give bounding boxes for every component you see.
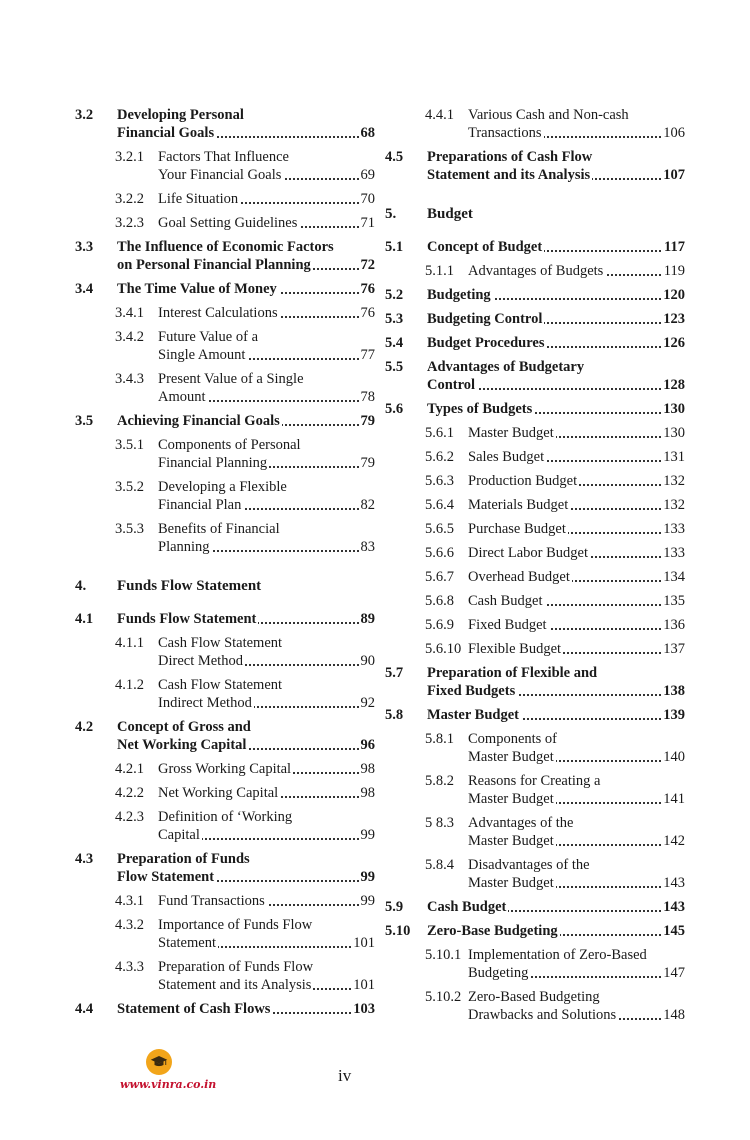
toc-entry-number: 5.5 xyxy=(385,359,404,375)
toc-entry-title: Importance of Funds Flow xyxy=(158,917,313,933)
toc-entry-title: Developing a Flexible xyxy=(158,479,287,495)
toc-entry-title: Developing Personal xyxy=(117,107,244,123)
toc-page-number: 130 xyxy=(663,425,685,441)
toc-entry-title: Zero-Based Budgeting xyxy=(468,989,600,1005)
toc-entry-number: 3.4.3 xyxy=(115,371,144,387)
toc-entry-number: 5.1.1 xyxy=(425,263,454,279)
toc-entry-title: Present Value of a Single xyxy=(158,371,304,387)
toc-entry-title: Indirect Method xyxy=(158,695,252,711)
toc-page-number: 143 xyxy=(663,899,685,915)
toc-entry-title: Cash Flow Statement xyxy=(158,677,283,693)
toc-entry-number: 5.9 xyxy=(385,899,404,915)
toc-page-number: 131 xyxy=(663,449,685,465)
toc-page-number: 76 xyxy=(360,305,375,321)
toc-entry-title: Achieving Financial Goals xyxy=(117,413,280,429)
toc-page-number: 103 xyxy=(353,1001,375,1017)
toc-page-number: 138 xyxy=(663,683,685,699)
toc-entry-title: Advantages of Budgetary xyxy=(427,359,585,375)
toc-entry-title: Benefits of Financial xyxy=(158,521,280,537)
toc-entry-number: 5.6.8 xyxy=(425,593,454,609)
toc-page-number: 132 xyxy=(663,497,685,513)
toc-entry-title: Cash Budget xyxy=(427,899,507,915)
toc-page-number: 79 xyxy=(360,455,375,471)
toc-page-number: 130 xyxy=(663,401,685,417)
toc-entry-title: Preparation of Funds Flow xyxy=(158,959,314,975)
toc-entry-title: Planning xyxy=(158,539,210,555)
toc-entry-number: 3.2.2 xyxy=(115,191,144,207)
toc-entry-title: Life Situation xyxy=(158,191,239,207)
publisher-website[interactable]: www.vinra.co.in xyxy=(120,1078,217,1091)
toc-entry-number: 5.8.1 xyxy=(425,731,454,747)
toc-entry-title: Budgeting xyxy=(468,965,529,981)
toc-page-number: 92 xyxy=(360,695,375,711)
toc-entry-title: Master Budget xyxy=(468,833,554,849)
toc-entry-number: 5. xyxy=(385,206,397,222)
toc-entry-number: 3.5.1 xyxy=(115,437,144,453)
toc-entry-number: 4.2.1 xyxy=(115,761,144,777)
toc-entry-title: Your Financial Goals xyxy=(158,167,282,183)
toc-entry-title: Funds Flow Statement xyxy=(117,611,257,627)
toc-entry-title: Types of Budgets xyxy=(427,401,533,417)
toc-page-number: 71 xyxy=(360,215,375,231)
toc-entry-title: on Personal Financial Planning xyxy=(117,257,311,273)
toc-entry-number: 4.5 xyxy=(385,149,404,165)
toc-page-number: 107 xyxy=(663,167,685,183)
toc-entry-title: Various Cash and Non-cash xyxy=(468,107,629,123)
toc-entry-number: 4.1.2 xyxy=(115,677,144,693)
toc-entry-title: Financial Goals xyxy=(117,125,215,141)
toc-page-number: 79 xyxy=(360,413,375,429)
toc-page-number: 106 xyxy=(663,125,685,141)
toc-entry-title: Cash Flow Statement xyxy=(158,635,283,651)
toc-entry-title: Financial Plan xyxy=(158,497,242,513)
toc-page-number: 140 xyxy=(663,749,685,765)
toc-entry-title: Future Value of a xyxy=(158,329,258,345)
toc-entry-title: Components of xyxy=(468,731,558,747)
toc-entry-title: Budget Procedures xyxy=(427,335,545,351)
toc-page-number: 101 xyxy=(353,977,375,993)
toc-entry-number: 3.3 xyxy=(75,239,94,255)
toc-entry-title: The Time Value of Money xyxy=(117,281,277,297)
toc-entry-number: 5.8.2 xyxy=(425,773,454,789)
toc-page-number: 69 xyxy=(360,167,375,183)
toc-page-number: 76 xyxy=(360,281,375,297)
toc-page-number: 78 xyxy=(360,389,375,405)
toc-entry-number: 5.6 xyxy=(385,401,404,417)
toc-entry-title: Statement and its Analysis xyxy=(427,167,591,183)
toc-page-number: 133 xyxy=(663,545,685,561)
toc-entry-title: Components of Personal xyxy=(158,437,301,453)
toc-entry-number: 5.8 xyxy=(385,707,404,723)
toc-entry-number: 5.3 xyxy=(385,311,404,327)
toc-entry-number: 4.2.2 xyxy=(115,785,144,801)
toc-entry-title: Budget xyxy=(427,206,473,222)
toc-entry-title: Amount xyxy=(158,389,206,405)
toc-page-number: 96 xyxy=(360,737,375,753)
toc-page-number: 139 xyxy=(663,707,685,723)
toc-entry-number: 5.6.9 xyxy=(425,617,454,633)
toc-page-number: 117 xyxy=(664,239,685,255)
toc-entry-number: 5.6.6 xyxy=(425,545,454,561)
toc-entry-title: Advantages of the xyxy=(468,815,574,831)
toc-page-number: 77 xyxy=(360,347,375,363)
toc-page-number: 137 xyxy=(663,641,685,657)
toc-page-number: 133 xyxy=(663,521,685,537)
toc-page-number: 101 xyxy=(353,935,375,951)
toc-entry-title: Purchase Budget xyxy=(468,521,566,537)
toc-page-number: 83 xyxy=(360,539,375,555)
toc-entry-title: Concept of Gross and xyxy=(117,719,251,735)
graduation-cap-icon xyxy=(150,1053,168,1071)
toc-entry-number: 3.2 xyxy=(75,107,94,123)
toc-entry-number: 3.5.3 xyxy=(115,521,144,537)
toc-entry-title: Zero-Base Budgeting xyxy=(427,923,558,939)
toc-entry-title: Goal Setting Guidelines xyxy=(158,215,298,231)
toc-entry-number: 5.8.4 xyxy=(425,857,454,873)
toc-page-number: 134 xyxy=(663,569,685,585)
toc-page-number: 89 xyxy=(360,611,375,627)
toc-entry-title: Financial Planning xyxy=(158,455,268,471)
toc-entry-number: 5.6.7 xyxy=(425,569,454,585)
toc-entry-number: 4.4 xyxy=(75,1001,94,1017)
toc-entry-title: Direct Labor Budget xyxy=(468,545,588,561)
toc-entry-title: Flexible Budget xyxy=(468,641,562,657)
toc-entry-number: 5.7 xyxy=(385,665,404,681)
toc-entry-title: Master Budget xyxy=(468,791,554,807)
toc-page-number: 99 xyxy=(360,827,375,843)
toc-page-number: 120 xyxy=(663,287,685,303)
toc-page-number: 126 xyxy=(663,335,685,351)
toc-entry-title: Fixed Budgets xyxy=(427,683,516,699)
toc-entry-title: Statement of Cash Flows xyxy=(117,1001,271,1017)
toc-page-number: 119 xyxy=(663,263,685,279)
toc-entry-number: 5.6.3 xyxy=(425,473,454,489)
toc-entry-number: 5.10.2 xyxy=(425,989,462,1005)
toc-entry-title: Transactions xyxy=(468,125,542,141)
toc-entry-title: Preparation of Flexible and xyxy=(427,665,598,681)
toc-entry-title: Control xyxy=(427,377,476,393)
toc-page-number: 141 xyxy=(663,791,685,807)
toc-entry-number: 3.4.1 xyxy=(115,305,144,321)
toc-entry-number: 4.4.1 xyxy=(425,107,454,123)
toc-entry-title: Production Budget xyxy=(468,473,578,489)
toc-page-number: 90 xyxy=(360,653,375,669)
toc-entry-number: 5.6.1 xyxy=(425,425,454,441)
toc-page-number: 70 xyxy=(360,191,375,207)
toc-entry-title: Budgeting Control xyxy=(427,311,543,327)
toc-entry-number: 5 8.3 xyxy=(425,815,454,831)
toc-entry-number: 3.2.3 xyxy=(115,215,144,231)
toc-entry-title: Definition of ‘Working xyxy=(158,809,293,825)
toc-page-number: 143 xyxy=(663,875,685,891)
toc-entry-title: Preparation of Funds xyxy=(117,851,250,867)
toc-entry-title: Implementation of Zero-Based xyxy=(468,947,647,963)
toc-page-number: 128 xyxy=(663,377,685,393)
toc-page-number: 98 xyxy=(360,785,375,801)
toc-page-number: 142 xyxy=(663,833,685,849)
toc-entry-number: 3.4 xyxy=(75,281,94,297)
toc-entry-number: 4.1 xyxy=(75,611,94,627)
toc-page-number: 145 xyxy=(663,923,685,939)
toc-entry-title: Capital xyxy=(158,827,200,843)
toc-page-number: 123 xyxy=(663,311,685,327)
toc-page-number: 147 xyxy=(663,965,685,981)
toc-entry-title: The Influence of Economic Factors xyxy=(117,239,334,255)
toc-entry-title: Master Budget xyxy=(468,875,554,891)
toc-entry-title: Master Budget xyxy=(468,425,554,441)
toc-page-number: 136 xyxy=(663,617,685,633)
toc-entry-title: Funds Flow Statement xyxy=(117,578,262,594)
toc-entry-number: 5.6.2 xyxy=(425,449,454,465)
toc-entry-number: 4.2.3 xyxy=(115,809,144,825)
toc-page-number: 82 xyxy=(360,497,375,513)
toc-entry-number: 3.5.2 xyxy=(115,479,144,495)
toc-entry-number: 4.3.3 xyxy=(115,959,144,975)
publisher-logo xyxy=(146,1049,172,1075)
toc-page-number: 72 xyxy=(360,257,375,273)
toc-entry-number: 5.10.1 xyxy=(425,947,462,963)
toc-entry-title: Fund Transactions xyxy=(158,893,265,909)
toc-entry-title: Drawbacks and Solutions xyxy=(468,1007,617,1023)
toc-entry-title: Concept of Budget xyxy=(427,239,543,255)
toc-entry-number: 4.3.2 xyxy=(115,917,144,933)
toc-entry-title: Materials Budget xyxy=(468,497,569,513)
toc-entry-number: 4.3.1 xyxy=(115,893,144,909)
toc-page-number: 148 xyxy=(663,1007,685,1023)
toc-entry-title: Statement xyxy=(158,935,216,951)
toc-entry-title: Disadvantages of the xyxy=(468,857,590,873)
toc-entry-number: 4.1.1 xyxy=(115,635,144,651)
toc-entry-number: 5.6.10 xyxy=(425,641,462,657)
toc-entry-title: Preparations of Cash Flow xyxy=(427,149,593,165)
toc-entry-title: Budgeting xyxy=(427,287,491,303)
toc-entry-title: Flow Statement xyxy=(117,869,215,885)
toc-entry-title: Master Budget xyxy=(468,749,554,765)
toc-page-number: 99 xyxy=(360,869,375,885)
toc-entry-number: 4.3 xyxy=(75,851,94,867)
toc-entry-title: Gross Working Capital xyxy=(158,761,292,777)
toc-entry-number: 5.6.4 xyxy=(425,497,454,513)
toc-entry-number: 5.10 xyxy=(385,923,411,939)
toc-entry-number: 3.5 xyxy=(75,413,94,429)
toc-entry-number: 5.1 xyxy=(385,239,404,255)
toc-entry-title: Interest Calculations xyxy=(158,305,278,321)
toc-page-number: 98 xyxy=(360,761,375,777)
toc-entry-title: Cash Budget xyxy=(468,593,543,609)
toc-entry-title: Overhead Budget xyxy=(468,569,570,585)
toc-entry-number: 4. xyxy=(75,578,87,594)
toc-page-number: 68 xyxy=(360,125,375,141)
toc-entry-number: 4.2 xyxy=(75,719,94,735)
toc-entry-title: Single Amount xyxy=(158,347,246,363)
toc-entry-title: Fixed Budget xyxy=(468,617,547,633)
toc-entry-title: Net Working Capital xyxy=(117,737,247,753)
toc-page-number: 135 xyxy=(663,593,685,609)
toc-entry-number: 5.4 xyxy=(385,335,404,351)
toc-page-number: 132 xyxy=(663,473,685,489)
toc-entry-title: Net Working Capital xyxy=(158,785,279,801)
toc-entry-title: Reasons for Creating a xyxy=(468,773,601,789)
toc-entry-title: Factors That Influence xyxy=(158,149,289,165)
toc-entry-title: Statement and its Analysis xyxy=(158,977,312,993)
toc-page-number: 99 xyxy=(360,893,375,909)
page-number: iv xyxy=(338,1066,352,1085)
toc-entry-number: 5.2 xyxy=(385,287,404,303)
toc-entry-title: Direct Method xyxy=(158,653,243,669)
toc-entry-number: 5.6.5 xyxy=(425,521,454,537)
toc-entry-title: Advantages of Budgets xyxy=(468,263,604,279)
toc-entry-title: Master Budget xyxy=(427,707,519,723)
toc-entry-number: 3.2.1 xyxy=(115,149,144,165)
toc-entry-title: Sales Budget xyxy=(468,449,545,465)
toc-entry-number: 3.4.2 xyxy=(115,329,144,345)
